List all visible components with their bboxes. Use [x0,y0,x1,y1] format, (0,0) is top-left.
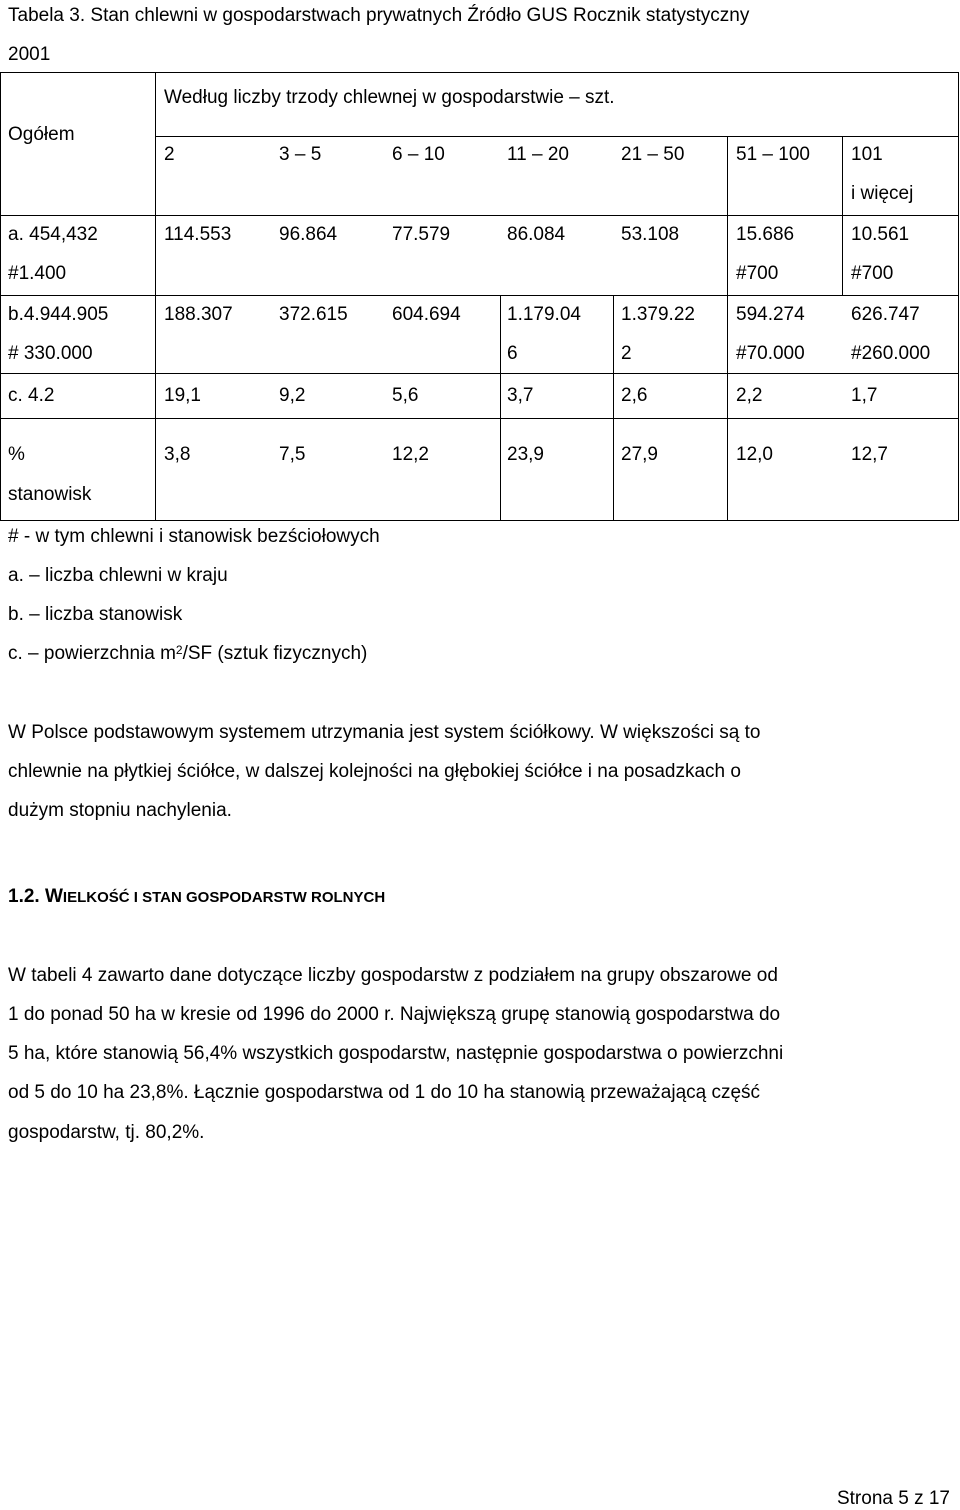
table-cell: 2,2 [736,385,763,406]
row-label-sub: stanowisk [8,484,92,505]
table-rule [500,295,501,521]
table-cell: 77.579 [392,224,451,245]
table-cell: 188.307 [164,304,233,325]
table-rule [0,418,958,419]
table-cell: 86.084 [507,224,566,245]
table-cell: 626.747 [851,304,920,325]
table-border-left [0,72,1,521]
table-rule [155,72,156,521]
row-label: a. 454,432 [8,224,98,245]
group-header: Według liczby trzody chlewnej w gospodarstwie – szt. [164,87,615,108]
table-cell: 12,0 [736,444,773,465]
row-label-sub: # 330.000 [8,343,93,364]
paragraph-line: W tabeli 4 zawarto dane dotyczące liczby gospodarstw z podziałem na grupy obszarowe od [8,965,778,986]
table-note [8,643,367,665]
table-cell: 5,6 [392,385,419,406]
table-note-text: /SF (sztuk fizycznych) [182,643,368,664]
table-cell-sub: #260.000 [851,343,931,364]
column-header: 6 – 10 [392,144,445,165]
column-header: 101 [851,144,883,165]
table-cell: 1,7 [851,385,878,406]
row-label: c. 4.2 [8,385,55,406]
column-header: 21 – 50 [621,144,685,165]
table-note: b. – liczba stanowisk [8,604,183,625]
table-cell: 3,7 [507,385,534,406]
table-cell-sub: 2 [621,343,632,364]
table-cell: 12,7 [851,444,888,465]
table-cell: 114.553 [164,224,232,245]
paragraph-line: 5 ha, które stanowią 56,4% wszystkich gospodarstw, następnie gospodarstwa o powierzchni [8,1043,784,1064]
paragraph-line: dużym stopniu nachylenia. [8,800,232,821]
table-rule [0,215,958,216]
table-note-text: c. – powierzchnia m [8,643,176,664]
paragraph-line: od 5 do 10 ha 23,8%. Łącznie gospodarstwa od 1 do 10 ha stanowią przeważającą część [8,1082,761,1103]
table-rule [727,136,728,521]
table-cell: 12,2 [392,444,429,465]
column-header: 3 – 5 [279,144,322,165]
row-label-sub: #1.400 [8,263,67,284]
table-cell-sub: #70.000 [736,343,805,364]
table-cell: 7,5 [279,444,306,465]
table-cell-sub: #700 [736,263,779,284]
page-number: Strona 5 z 17 [836,1488,950,1509]
row-header-total: Ogółem [8,124,75,145]
column-header: 51 – 100 [736,144,810,165]
table-cell: 372.615 [279,304,348,325]
table-cell-sub: 6 [507,343,518,364]
section-heading [8,886,385,909]
table-cell: 19,1 [164,385,201,406]
table-caption-line1: Tabela 3. Stan chlewni w gospodarstwach prywatnych Źródło GUS Rocznik statystyczny [8,5,750,26]
table-cell: 2,6 [621,385,648,406]
table-note: # - w tym chlewni i stanowisk bezściołowych [8,526,380,547]
column-header-extra: i więcej [851,183,914,204]
superscript: 2 [175,643,183,657]
table-rule [0,373,958,374]
section-number: 1.2. [8,886,40,907]
table-border-top [0,72,958,73]
table-cell: 594.274 [736,304,805,325]
row-label: b.4.944.905 [8,304,109,325]
table-cell: 10.561 [851,224,910,245]
table-cell: 53.108 [621,224,680,245]
table-cell: 1.179.04 [507,304,581,325]
paragraph-line: gospodarstw, tj. 80,2%. [8,1122,205,1143]
table-rule [155,136,958,137]
table-caption-line2: 2001 [8,44,51,65]
section-heading-text: IELKOŚĆ I STAN GOSPODARSTW ROLNYCH [62,889,386,906]
table-cell: 3,8 [164,444,191,465]
table-rule [0,295,958,296]
section-heading-initial: W [44,886,63,907]
table-border-right [958,72,959,521]
table-cell: 9,2 [279,385,306,406]
table-cell: 23,9 [507,444,544,465]
paragraph-line: 1 do ponad 50 ha w kresie od 1996 do 2000 r. Największą grupę stanowią gospodarstwa do [8,1004,781,1025]
table-border-bottom [0,520,958,521]
table-rule [613,295,614,521]
column-header: 2 [164,144,175,165]
table-note: a. – liczba chlewni w kraju [8,565,228,586]
table-rule [842,136,843,296]
row-label: % [8,444,25,465]
table-cell-sub: #700 [851,263,894,284]
paragraph-line: W Polsce podstawowym systemem utrzymania jest system ściółkowy. W większości są to [8,722,761,743]
column-header: 11 – 20 [507,144,569,165]
table-cell: 604.694 [392,304,461,325]
paragraph-line: chlewnie na płytkiej ściółce, w dalszej kolejności na głębokiej ściółce i na posadzkach o [8,761,741,782]
table-cell: 1.379.22 [621,304,695,325]
table-cell: 27,9 [621,444,658,465]
table-cell: 15.686 [736,224,795,245]
table-cell: 96.864 [279,224,338,245]
